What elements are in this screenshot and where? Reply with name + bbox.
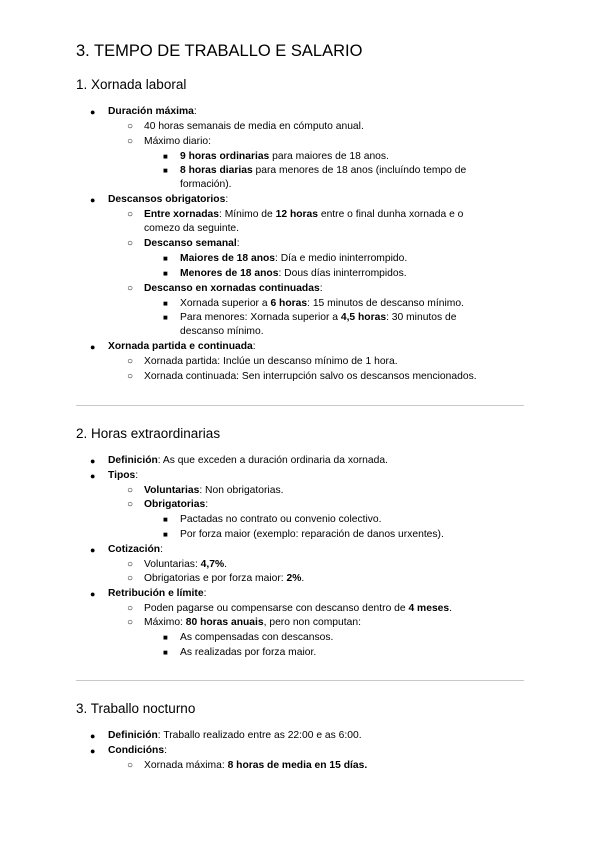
list-item-obrigatorias: Obrigatorias: [144, 499, 209, 510]
list-item-xornada-continuada: Xornada continuada: Sen interrupción salvo os descansos mencionados. [144, 371, 477, 382]
list-item-tipos: Tipos: [108, 470, 139, 481]
list-item-descansos: Descansos obrigatorios: [108, 194, 229, 205]
list-item-para-menores: Para menores: Xornada superior a 4,5 horas: 30 minutos de [180, 312, 457, 323]
section-divider [76, 680, 524, 681]
section-heading-traballo-nocturno: 3. Traballo nocturno [76, 701, 196, 716]
list-item-8-horas-cont: formación). [180, 179, 232, 190]
bullet-icon: ● [90, 471, 96, 481]
square-bullet-icon: ■ [163, 530, 168, 539]
bullet-icon: ● [90, 195, 96, 205]
square-bullet-icon: ■ [163, 633, 168, 642]
circle-bullet-icon: ○ [127, 371, 134, 382]
list-item-voluntarias: Voluntarias: Non obrigatorias. [144, 485, 284, 496]
circle-bullet-icon: ○ [127, 121, 134, 132]
square-bullet-icon: ■ [163, 313, 168, 322]
list-item-retribucion: Retribución e límite: [108, 588, 207, 599]
list-item-cot-obrigatorias: Obrigatorias e por forza maior: 2%. [144, 573, 305, 584]
list-item-para-menores-cont: descanso mínimo. [180, 326, 264, 337]
square-bullet-icon: ■ [163, 152, 168, 161]
circle-bullet-icon: ○ [127, 499, 134, 510]
circle-bullet-icon: ○ [127, 238, 134, 249]
list-item-media: 40 horas semanais de media en cómputo anual. [144, 121, 364, 132]
section-heading-horas-extra: 2. Horas extraordinarias [76, 426, 221, 441]
circle-bullet-icon: ○ [127, 136, 134, 147]
list-item-realizadas: As realizadas por forza maior. [180, 647, 317, 658]
list-item-xornada-maxima: Xornada máxima: 8 horas de media en 15 días. [144, 760, 368, 771]
circle-bullet-icon: ○ [127, 485, 134, 496]
list-item-entre-xornadas: Entre xornadas: Mínimo de 12 horas entre o final dunha xornada e o [144, 209, 464, 220]
list-item-maximo: Máximo: 80 horas anuais, pero non computan: [144, 617, 361, 628]
circle-bullet-icon: ○ [127, 356, 134, 367]
list-item-cot-voluntarias: Voluntarias: 4,7%. [144, 559, 228, 570]
circle-bullet-icon: ○ [127, 760, 134, 771]
list-item-nocturno-definicion: Definición: Traballo realizado entre as 22:00 e as 6:00. [108, 730, 362, 741]
list-item-compensadas: As compensadas con descansos. [180, 632, 334, 643]
circle-bullet-icon: ○ [127, 603, 134, 614]
square-bullet-icon: ■ [163, 515, 168, 524]
square-bullet-icon: ■ [163, 648, 168, 657]
square-bullet-icon: ■ [163, 166, 168, 175]
list-item-forza-maior: Por forza maior (exemplo: reparación de danos urxentes). [180, 529, 444, 540]
bullet-icon: ● [90, 342, 96, 352]
circle-bullet-icon: ○ [127, 209, 134, 220]
list-item-condicions: Condicións: [108, 745, 167, 756]
square-bullet-icon: ■ [163, 269, 168, 278]
document-title: 3. TEMPO DE TRABALLO E SALARIO [76, 42, 363, 60]
list-item-cotizacion: Cotización: [108, 544, 163, 555]
section-heading-xornada-laboral: 1. Xornada laboral [76, 77, 187, 92]
bullet-icon: ● [90, 731, 96, 741]
bullet-icon: ● [90, 456, 96, 466]
list-item-pagarse: Poden pagarse ou compensarse con descanso dentro de 4 meses. [144, 603, 452, 614]
bullet-icon: ● [90, 107, 96, 117]
list-item-descanso-semanal: Descanso semanal: [144, 238, 240, 249]
square-bullet-icon: ■ [163, 254, 168, 263]
list-item-definicion: Definición: As que exceden a duración ordinaria da xornada. [108, 455, 388, 466]
list-item-duracion: Duración máxima: [108, 106, 197, 117]
bullet-icon: ● [90, 589, 96, 599]
circle-bullet-icon: ○ [127, 617, 134, 628]
list-item-maiores: Maiores de 18 anos: Día e medio ininterrompido. [180, 253, 408, 264]
circle-bullet-icon: ○ [127, 283, 134, 294]
section-divider [76, 405, 524, 406]
list-item-entre-xornadas-cont: comezo da seguinte. [144, 223, 240, 234]
circle-bullet-icon: ○ [127, 559, 134, 570]
list-item-partida-continuada: Xornada partida e continuada: [108, 341, 256, 352]
square-bullet-icon: ■ [163, 299, 168, 308]
list-item-pactadas: Pactadas no contrato ou convenio colectivo. [180, 514, 382, 525]
list-item-9-horas: 9 horas ordinarias para maiores de 18 anos. [180, 151, 389, 162]
list-item-continuadas: Descanso en xornadas continuadas: [144, 283, 323, 294]
circle-bullet-icon: ○ [127, 573, 134, 584]
bullet-icon: ● [90, 545, 96, 555]
list-item-menores: Menores de 18 anos: Dous días ininterrompidos. [180, 268, 407, 279]
bullet-icon: ● [90, 746, 96, 756]
list-item-diario: Máximo diario: [144, 136, 211, 147]
list-item-xornada-partida: Xornada partida: Inclúe un descanso mínimo de 1 hora. [144, 356, 398, 367]
list-item-superior-6: Xornada superior a 6 horas: 15 minutos de descanso mínimo. [180, 298, 464, 309]
list-item-8-horas: 8 horas diarias para menores de 18 anos (incluíndo tempo de [180, 165, 467, 176]
